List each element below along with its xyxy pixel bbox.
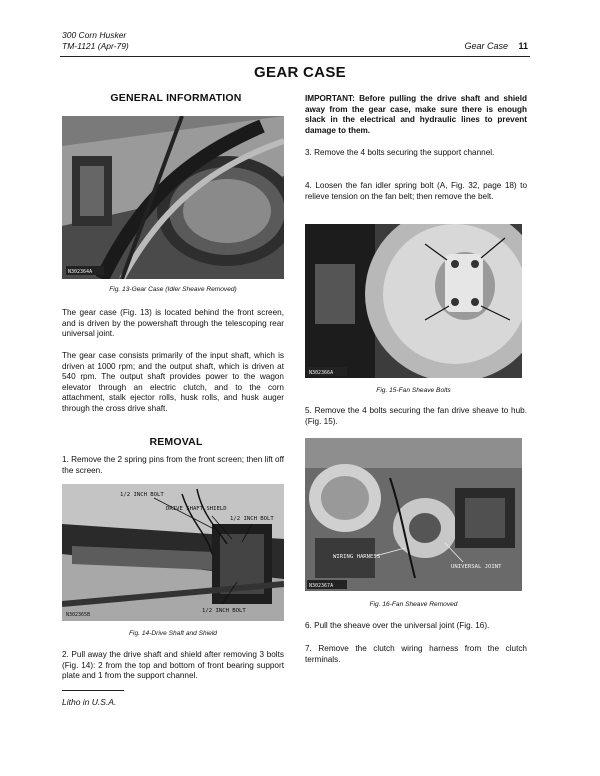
fig14-label-shield: DRIVE SHAFT SHIELD [166,506,227,512]
important-note: IMPORTANT: Before pulling the drive shaft and shield away from the gear case, make sure there is enough slack in the electrical and hydraulic lines to prevent damage to them. [305,94,527,135]
fig15-photo [305,224,522,378]
removal-step-2: 2. Pull away the drive shaft and shield after removing 3 bolts (Fig. 14): 2 from the top and bottom of front bearing support plate and 1 from the support channel. [62,650,284,681]
general-information-heading: GENERAL INFORMATION [110,92,242,104]
header-manual-code: TM-1121 (Apr-79) [62,41,129,51]
fig13-photo-tag: N302364A [68,269,93,275]
fig14-caption: Fig. 14-Drive Shaft and Shield [129,630,217,637]
removal-step-1: 1. Remove the 2 spring pins from the front screen; then lift off the screen. [62,455,284,475]
fig16-label-wiring: WIRING HARNESS [333,554,381,560]
fig13-photo [62,116,284,279]
fig16-photo [305,438,522,591]
page-title: GEAR CASE [254,64,346,81]
fig16-photo-tag: N302367A [309,583,334,589]
page-number: 11 [518,41,528,51]
removal-step-6: 6. Pull the sheave over the universal joint (Fig. 16). [305,621,490,630]
removal-heading: REMOVAL [149,436,203,448]
fig16-caption: Fig. 16-Fan Sheave Removed [369,601,458,608]
fig15-caption: Fig. 15-Fan Sheave Bolts [376,387,451,394]
header-manual-name: 300 Corn Husker [62,30,127,40]
fig13-caption: Fig. 13-Gear Case (Idler Sheave Removed) [109,286,237,293]
removal-step-5: 5. Remove the 4 bolts securing the fan drive sheave to hub. (Fig. 15). [305,406,527,426]
fig14-photo-tag: N302365B [66,612,91,618]
fig14-label-bolt-top: 1/2 INCH BOLT [120,492,164,498]
removal-step-3: 3. Remove the 4 bolts securing the support channel. [305,148,495,157]
footer-rule [62,690,124,691]
fig14-label-bolt-right: 1/2 INCH BOLT [230,516,274,522]
general-paragraph-1: The gear case (Fig. 13) is located behind the front screen, and is driven by the powershaft through the telescoping rear universal joint. [62,308,284,339]
removal-step-7: 7. Remove the clutch wiring harness from the clutch terminals. [305,644,527,664]
fig16-label-joint: UNIVERSAL JOINT [451,564,502,570]
fig14-label-bolt-bottom: 1/2 INCH BOLT [202,608,246,614]
fig15-photo-tag: N302366A [309,370,334,376]
header-rule [60,56,530,57]
removal-step-4: 4. Loosen the fan idler spring bolt (A, Fig. 32, page 18) to relieve tension on the fan belt; then remove the belt. [305,181,527,201]
general-paragraph-2: The gear case consists primarily of the input shaft, which is driven at 1000 rpm; and the output shaft, which is driven at 540 rpm. The output shaft provides power to the wagon elevator through an electric clutch, and to the corn attachment, stalk ejector rolls, husk rolls, and husk auger through the cross drive shaft. [62,351,284,413]
fig14-photo [62,484,284,621]
header-section: Gear Case [464,41,508,51]
footer-litho: Litho in U.S.A. [62,697,117,707]
header-section-area [440,41,528,51]
